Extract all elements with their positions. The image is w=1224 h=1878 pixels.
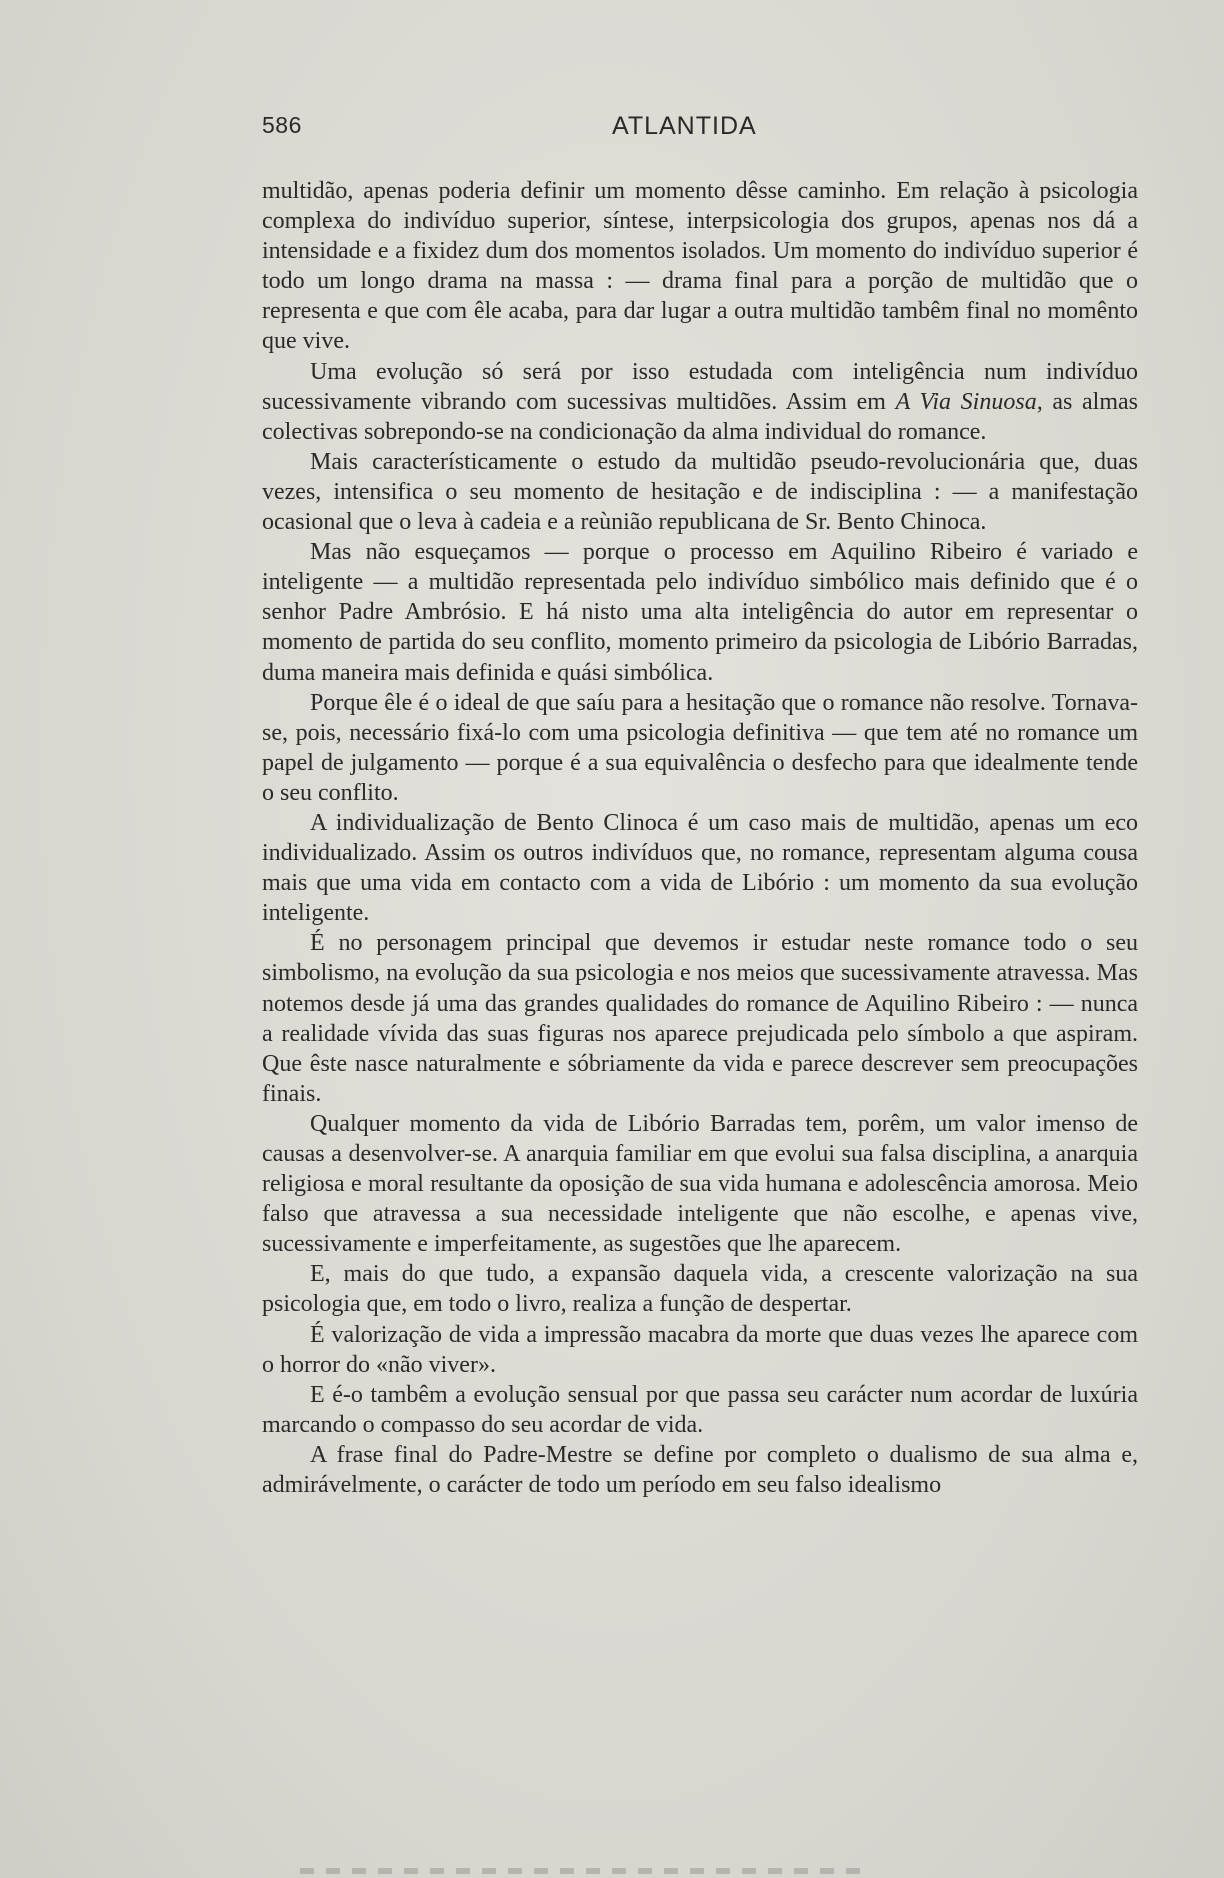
paragraph-1: multidão, apenas poderia definir um momento dêsse caminho. Em relação à psicologia complexa do indivíduo superior, síntese, interpsicologia dos grupos, apenas nos dá a intensidade e a fixidez dum dos momentos isolados. Um momento do indivíduo superior é todo um longo drama na massa : — drama final para a porção de multidão que o representa e que com êle acaba, para dar lugar a outra multidão tambêm final no momênto que vive. xyxy=(262,178,1138,355)
paragraph-6: A individualização de Bento Clinoca é um caso mais de multidão, apenas um eco individualizado. Assim os outros indivíduos que, no romance, representam alguma cousa mais que uma vida em contacto com a vida de Libório : um momento da sua evolução inteligente. xyxy=(262,809,1138,927)
paragraph-2-text: Uma evolução só será por isso estudada com inteligência num indivíduo sucessivamente vibrando com sucessivas multidões. Assim em xyxy=(262,358,1138,415)
paragraph-4: Mas não esqueçamos — porque o processo em Aquilino Ribeiro é variado e inteligente — a multidão representada pelo indivíduo simbólico mais definido que é o senhor Padre Ambrósio. E há nisto uma alta inteligência do autor em representar o momento de partida do seu conflito, momento primeiro da psicologia de Libório Barradas, duma maneira mais definida e quási simbólica. xyxy=(262,539,1138,686)
body-text xyxy=(262,176,1138,1500)
book-title-reference: A Via Sinuosa, xyxy=(895,388,1043,415)
paragraph-12: A frase final do Padre-Mestre se define por completo o dualismo de sua alma e, admirávelmente, o carácter de todo um período em seu falso idealismo xyxy=(262,1441,1138,1499)
paragraph-11: E é-o tambêm a evolução sensual por que passa seu carácter num acordar de luxúria marcando o compasso do seu acordar de vida. xyxy=(262,1381,1138,1438)
page-number: 586 xyxy=(262,112,302,138)
paragraph-10: É valorização de vida a impressão macabra da morte que duas vezes lhe aparece com o horror do «não viver». xyxy=(262,1321,1138,1378)
paragraph-2 xyxy=(262,357,1138,447)
journal-title: ATLANTIDA xyxy=(612,112,757,140)
paragraph-2-continuation: as almas colectivas sobrepondo-se na condicionação da alma individual do romance. xyxy=(262,388,1139,445)
paragraph-5: Porque êle é o ideal de que saíu para a hesitação que o romance não resolve. Tornava-se, pois, necessário fixá-lo com uma psicologia definitiva — que tem até no romance um papel de julgamento — porque é a sua equivalência o desfecho para que idealmente tende o seu conflito. xyxy=(262,689,1138,806)
scan-edge-mark xyxy=(300,1868,860,1874)
paragraph-3: Mais característicamente o estudo da multidão pseudo-revolucionária que, duas vezes, intensifica o seu momento de hesitação e de indisciplina : — a manifestação ocasional que o leva à cadeia e a reùnião republicana de Sr. Bento Chinoca. xyxy=(262,448,1138,536)
paragraph-8: Qualquer momento da vida de Libório Barradas tem, porêm, um valor imenso de causas a desenvolver-se. A anarquia familiar em que evolui sua falsa disciplina, a anarquia religiosa e moral resultante da oposição de sua vida humana e adolescência amorosa. Meio falso que atravessa a sua necessidade inteligente que não escolhe, e apenas vive, sucessivamente e imperfeitamente, as sugestões que lhe aparecem. xyxy=(262,1110,1138,1258)
paragraph-9: E, mais do que tudo, a expansão daquela vida, a crescente valorização na sua psicologia que, em todo o livro, realiza a função de despertar. xyxy=(262,1261,1138,1318)
running-head xyxy=(262,112,1138,142)
paragraph-7: É no personagem principal que devemos ir estudar neste romance todo o seu simbolismo, na evolução da sua psicologia e nos meios que sucessivamente atravessa. Mas notemos desde já uma das grandes qualidades do romance de Aquilino Ribeiro : — nunca a realidade vívida das suas figuras nos aparece prejudicada pelo símbolo a que aspiram. Que êste nasce naturalmente e sóbriamente da vida e parece descrever sem preocupações finais. xyxy=(262,930,1138,1107)
